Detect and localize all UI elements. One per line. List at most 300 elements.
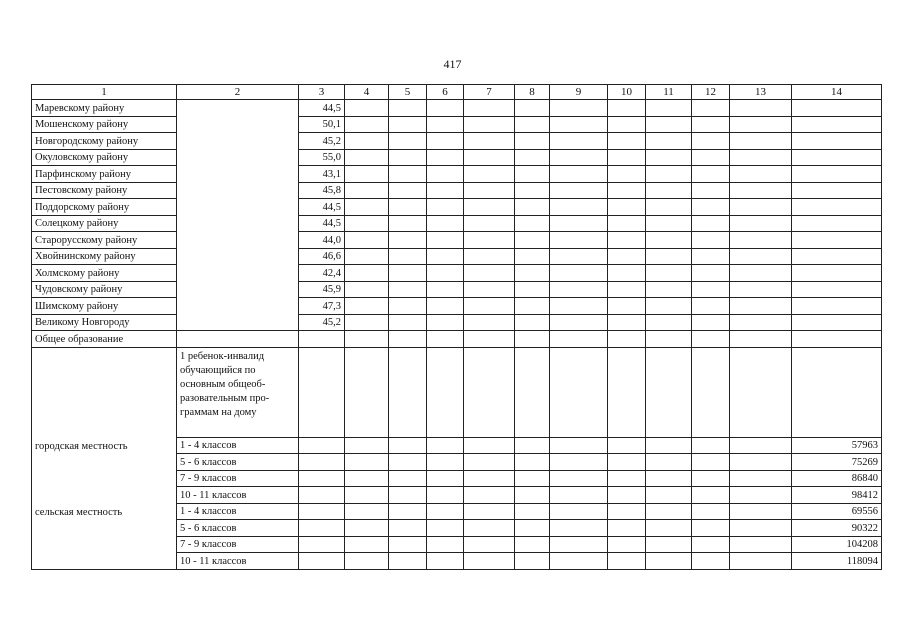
district-row: [32, 298, 882, 315]
empty-cell: [345, 199, 389, 216]
empty-cell: [515, 199, 550, 216]
empty-cell: [389, 100, 427, 117]
amount-value: 69556: [792, 503, 882, 520]
district-name: Окуловскому району: [32, 149, 177, 166]
empty-cell: [730, 133, 792, 150]
empty-cell: [692, 232, 730, 249]
empty-cell: [464, 265, 515, 282]
empty-cell: [608, 215, 646, 232]
empty-cell: [550, 314, 608, 331]
area-label: [32, 487, 177, 504]
empty-cell: [730, 116, 792, 133]
empty-cell: [515, 437, 550, 454]
empty-cell: [299, 553, 345, 570]
empty-cell: [345, 232, 389, 249]
amount-value: 104208: [792, 536, 882, 553]
section-title: Общее образование: [32, 331, 177, 348]
empty-cell: [608, 347, 646, 437]
empty-cell: [345, 166, 389, 183]
empty-cell: [646, 100, 692, 117]
district-row: [32, 232, 882, 249]
empty-cell: [427, 149, 464, 166]
district-name: Старорусскому району: [32, 232, 177, 249]
district-name: Солецкому району: [32, 215, 177, 232]
empty-cell: [792, 199, 882, 216]
empty-cell: [692, 314, 730, 331]
empty-cell: [550, 232, 608, 249]
empty-cell: [646, 487, 692, 504]
empty-cell: [427, 298, 464, 315]
empty-cell: [730, 248, 792, 265]
district-row: [32, 100, 882, 117]
column-2-cell: [177, 100, 299, 331]
empty-cell: [692, 487, 730, 504]
empty-cell: [550, 133, 608, 150]
empty-cell: [345, 182, 389, 199]
empty-cell: [345, 437, 389, 454]
empty-cell: [646, 454, 692, 471]
empty-cell: [427, 487, 464, 504]
empty-cell: [730, 215, 792, 232]
empty-cell: [792, 100, 882, 117]
area-label: [32, 470, 177, 487]
empty-cell: [299, 347, 345, 437]
urban-row: [32, 470, 882, 487]
column-header: 6: [427, 85, 464, 100]
column-header: 13: [730, 85, 792, 100]
empty-cell: [692, 248, 730, 265]
empty-cell: [464, 133, 515, 150]
empty-cell: [550, 182, 608, 199]
empty-cell: [515, 166, 550, 183]
empty-cell: [730, 281, 792, 298]
empty-cell: [427, 347, 464, 437]
empty-cell: [550, 149, 608, 166]
section-title-row: [32, 331, 882, 348]
grade-label: 5 - 6 классов: [177, 520, 299, 537]
empty-cell: [608, 503, 646, 520]
empty-cell: [646, 116, 692, 133]
column-header: 3: [299, 85, 345, 100]
empty-cell: [515, 520, 550, 537]
empty-cell: [608, 281, 646, 298]
empty-cell: [792, 215, 882, 232]
empty-cell: [608, 553, 646, 570]
empty-cell: [608, 116, 646, 133]
empty-cell: [389, 116, 427, 133]
district-name: Чудовскому району: [32, 281, 177, 298]
empty-cell: [730, 437, 792, 454]
district-coefficient: 44,5: [299, 215, 345, 232]
empty-cell: [177, 331, 299, 348]
empty-cell: [550, 265, 608, 282]
empty-cell: [389, 347, 427, 437]
district-coefficient: 47,3: [299, 298, 345, 315]
empty-cell: [427, 100, 464, 117]
rural-row: [32, 520, 882, 537]
column-header: 11: [646, 85, 692, 100]
description-text: 1 ребенок-инвалид обучающийся по основным общеоб-разовательным про-граммам на дому: [177, 347, 299, 437]
district-coefficient: 45,2: [299, 133, 345, 150]
empty-cell: [730, 347, 792, 437]
empty-cell: [730, 265, 792, 282]
district-row: [32, 149, 882, 166]
empty-cell: [515, 454, 550, 471]
empty-cell: [646, 182, 692, 199]
empty-cell: [515, 281, 550, 298]
empty-cell: [730, 232, 792, 249]
empty-cell: [550, 553, 608, 570]
empty-cell: [345, 487, 389, 504]
column-header: 1: [32, 85, 177, 100]
district-coefficient: 44,5: [299, 100, 345, 117]
empty-cell: [299, 487, 345, 504]
header-row: [32, 85, 882, 100]
empty-cell: [464, 487, 515, 504]
empty-cell: [427, 133, 464, 150]
empty-cell: [646, 232, 692, 249]
empty-cell: [464, 182, 515, 199]
empty-cell: [389, 265, 427, 282]
empty-cell: [464, 248, 515, 265]
column-header: 4: [345, 85, 389, 100]
empty-cell: [464, 454, 515, 471]
empty-cell: [515, 215, 550, 232]
amount-value: 90322: [792, 520, 882, 537]
empty-cell: [692, 503, 730, 520]
empty-cell: [427, 215, 464, 232]
empty-cell: [646, 149, 692, 166]
district-row: [32, 281, 882, 298]
empty-cell: [550, 116, 608, 133]
grade-label: 5 - 6 классов: [177, 454, 299, 471]
empty-cell: [550, 248, 608, 265]
area-label: [32, 536, 177, 553]
empty-cell: [792, 347, 882, 437]
empty-cell: [550, 470, 608, 487]
rural-row: [32, 553, 882, 570]
empty-cell: [792, 331, 882, 348]
empty-cell: [550, 298, 608, 315]
empty-cell: [389, 298, 427, 315]
empty-cell: [345, 100, 389, 117]
empty-cell: [299, 331, 345, 348]
empty-cell: [692, 536, 730, 553]
empty-cell: [464, 199, 515, 216]
empty-cell: [389, 149, 427, 166]
empty-cell: [389, 166, 427, 183]
empty-cell: [464, 553, 515, 570]
empty-cell: [345, 553, 389, 570]
empty-cell: [550, 166, 608, 183]
empty-cell: [608, 182, 646, 199]
empty-cell: [515, 265, 550, 282]
amount-value: 57963: [792, 437, 882, 454]
empty-cell: [427, 199, 464, 216]
empty-cell: [515, 487, 550, 504]
district-coefficient: 50,1: [299, 116, 345, 133]
empty-cell: [427, 503, 464, 520]
district-row: [32, 133, 882, 150]
empty-cell: [515, 347, 550, 437]
empty-cell: [345, 536, 389, 553]
empty-cell: [464, 503, 515, 520]
empty-cell: [608, 314, 646, 331]
empty-cell: [427, 437, 464, 454]
empty-cell: [345, 133, 389, 150]
district-row: [32, 116, 882, 133]
district-name: Парфинскому району: [32, 166, 177, 183]
empty-cell: [345, 281, 389, 298]
empty-cell: [389, 133, 427, 150]
empty-cell: [608, 248, 646, 265]
empty-cell: [730, 454, 792, 471]
rural-row: [32, 503, 882, 520]
empty-cell: [389, 331, 427, 348]
column-header: 2: [177, 85, 299, 100]
empty-cell: [345, 215, 389, 232]
empty-cell: [792, 298, 882, 315]
empty-cell: [464, 281, 515, 298]
empty-cell: [550, 347, 608, 437]
empty-cell: [692, 265, 730, 282]
district-coefficient: 45,9: [299, 281, 345, 298]
empty-cell: [550, 520, 608, 537]
empty-cell: [515, 100, 550, 117]
empty-cell: [464, 232, 515, 249]
empty-cell: [345, 454, 389, 471]
district-coefficient: 45,2: [299, 314, 345, 331]
empty-cell: [427, 520, 464, 537]
empty-cell: [345, 248, 389, 265]
empty-cell: [515, 503, 550, 520]
empty-cell: [608, 437, 646, 454]
empty-cell: [646, 314, 692, 331]
district-coefficient: 44,5: [299, 199, 345, 216]
empty-cell: [730, 553, 792, 570]
empty-cell: [464, 298, 515, 315]
empty-cell: [464, 331, 515, 348]
empty-cell: [692, 100, 730, 117]
empty-cell: [464, 166, 515, 183]
empty-cell: [389, 182, 427, 199]
empty-cell: [427, 331, 464, 348]
empty-cell: [345, 116, 389, 133]
empty-cell: [692, 182, 730, 199]
urban-row: [32, 437, 882, 454]
empty-cell: [464, 100, 515, 117]
empty-cell: [389, 503, 427, 520]
empty-cell: [646, 536, 692, 553]
rural-row: [32, 536, 882, 553]
empty-cell: [792, 182, 882, 199]
area-label: [32, 553, 177, 570]
district-name: Новгородскому району: [32, 133, 177, 150]
grade-label: 7 - 9 классов: [177, 536, 299, 553]
empty-cell: [515, 331, 550, 348]
district-name: Мошенскому району: [32, 116, 177, 133]
empty-cell: [730, 331, 792, 348]
empty-cell: [608, 298, 646, 315]
amount-value: 75269: [792, 454, 882, 471]
empty-cell: [550, 199, 608, 216]
empty-cell: [389, 487, 427, 504]
empty-cell: [550, 100, 608, 117]
empty-cell: [792, 314, 882, 331]
empty-cell: [345, 470, 389, 487]
empty-cell: [389, 520, 427, 537]
empty-cell: [427, 166, 464, 183]
district-row: [32, 182, 882, 199]
empty-cell: [389, 470, 427, 487]
column-header: 10: [608, 85, 646, 100]
grade-label: 7 - 9 классов: [177, 470, 299, 487]
empty-cell: [692, 166, 730, 183]
amount-value: 98412: [792, 487, 882, 504]
district-coefficient: 42,4: [299, 265, 345, 282]
grade-label: 1 - 4 классов: [177, 437, 299, 454]
empty-cell: [646, 133, 692, 150]
district-coefficient: 44,0: [299, 232, 345, 249]
empty-cell: [299, 454, 345, 471]
empty-cell: [389, 454, 427, 471]
empty-cell: [730, 166, 792, 183]
empty-cell: [692, 199, 730, 216]
column-header: 14: [792, 85, 882, 100]
empty-cell: [646, 215, 692, 232]
description-row: [32, 347, 882, 437]
empty-cell: [427, 454, 464, 471]
amount-value: 86840: [792, 470, 882, 487]
empty-cell: [299, 503, 345, 520]
empty-cell: [464, 149, 515, 166]
empty-cell: [646, 199, 692, 216]
empty-cell: [730, 487, 792, 504]
district-row: [32, 265, 882, 282]
empty-cell: [608, 149, 646, 166]
empty-cell: [692, 149, 730, 166]
empty-cell: [792, 265, 882, 282]
empty-cell: [608, 331, 646, 348]
empty-cell: [692, 133, 730, 150]
district-name: Шимскому району: [32, 298, 177, 315]
empty-cell: [646, 281, 692, 298]
empty-cell: [646, 553, 692, 570]
empty-cell: [427, 470, 464, 487]
empty-cell: [550, 437, 608, 454]
empty-cell: [608, 199, 646, 216]
empty-cell: [692, 470, 730, 487]
empty-cell: [792, 116, 882, 133]
empty-cell: [550, 487, 608, 504]
empty-cell: [464, 215, 515, 232]
empty-cell: [692, 347, 730, 437]
empty-cell: [692, 520, 730, 537]
empty-cell: [550, 536, 608, 553]
empty-cell: [389, 199, 427, 216]
empty-cell: [608, 133, 646, 150]
empty-cell: [730, 536, 792, 553]
empty-cell: [608, 536, 646, 553]
empty-cell: [550, 454, 608, 471]
empty-cell: [389, 437, 427, 454]
empty-cell: [515, 116, 550, 133]
district-name: Поддорскому району: [32, 199, 177, 216]
empty-cell: [427, 314, 464, 331]
empty-cell: [515, 248, 550, 265]
empty-cell: [646, 347, 692, 437]
empty-cell: [730, 520, 792, 537]
empty-cell: [389, 281, 427, 298]
empty-cell: [389, 215, 427, 232]
empty-cell: [464, 520, 515, 537]
empty-cell: [345, 347, 389, 437]
column-header: 12: [692, 85, 730, 100]
empty-cell: [646, 166, 692, 183]
empty-cell: [792, 281, 882, 298]
empty-cell: [550, 331, 608, 348]
empty-cell: [345, 265, 389, 282]
urban-row: [32, 454, 882, 471]
grade-label: 10 - 11 классов: [177, 553, 299, 570]
empty-cell: [730, 100, 792, 117]
empty-cell: [646, 437, 692, 454]
empty-cell: [730, 182, 792, 199]
empty-cell: [345, 520, 389, 537]
empty-cell: [792, 149, 882, 166]
empty-cell: [792, 248, 882, 265]
empty-cell: [646, 248, 692, 265]
empty-cell: [730, 470, 792, 487]
district-name: Пестовскому району: [32, 182, 177, 199]
column-header: 5: [389, 85, 427, 100]
table-body: [32, 85, 882, 570]
district-row: [32, 199, 882, 216]
empty-cell: [389, 536, 427, 553]
empty-cell: [427, 553, 464, 570]
empty-cell: [730, 314, 792, 331]
empty-cell: [464, 347, 515, 437]
empty-cell: [608, 487, 646, 504]
amount-value: 118094: [792, 553, 882, 570]
empty-cell: [730, 298, 792, 315]
empty-cell: [345, 503, 389, 520]
grade-label: 10 - 11 классов: [177, 487, 299, 504]
empty-cell: [692, 553, 730, 570]
empty-cell: [608, 265, 646, 282]
empty-cell: [515, 182, 550, 199]
district-row: [32, 248, 882, 265]
empty-cell: [515, 133, 550, 150]
empty-cell: [515, 298, 550, 315]
empty-cell: [299, 520, 345, 537]
empty-cell: [646, 331, 692, 348]
empty-cell: [550, 281, 608, 298]
district-name: Великому Новгороду: [32, 314, 177, 331]
empty-cell: [646, 503, 692, 520]
empty-cell: [299, 470, 345, 487]
district-coefficient: 45,8: [299, 182, 345, 199]
empty-cell: [464, 116, 515, 133]
empty-cell: [464, 314, 515, 331]
empty-cell: [464, 437, 515, 454]
empty-cell: [345, 149, 389, 166]
district-coefficient: 55,0: [299, 149, 345, 166]
empty-cell: [345, 298, 389, 315]
empty-cell: [646, 298, 692, 315]
empty-cell: [692, 437, 730, 454]
empty-cell: [515, 470, 550, 487]
